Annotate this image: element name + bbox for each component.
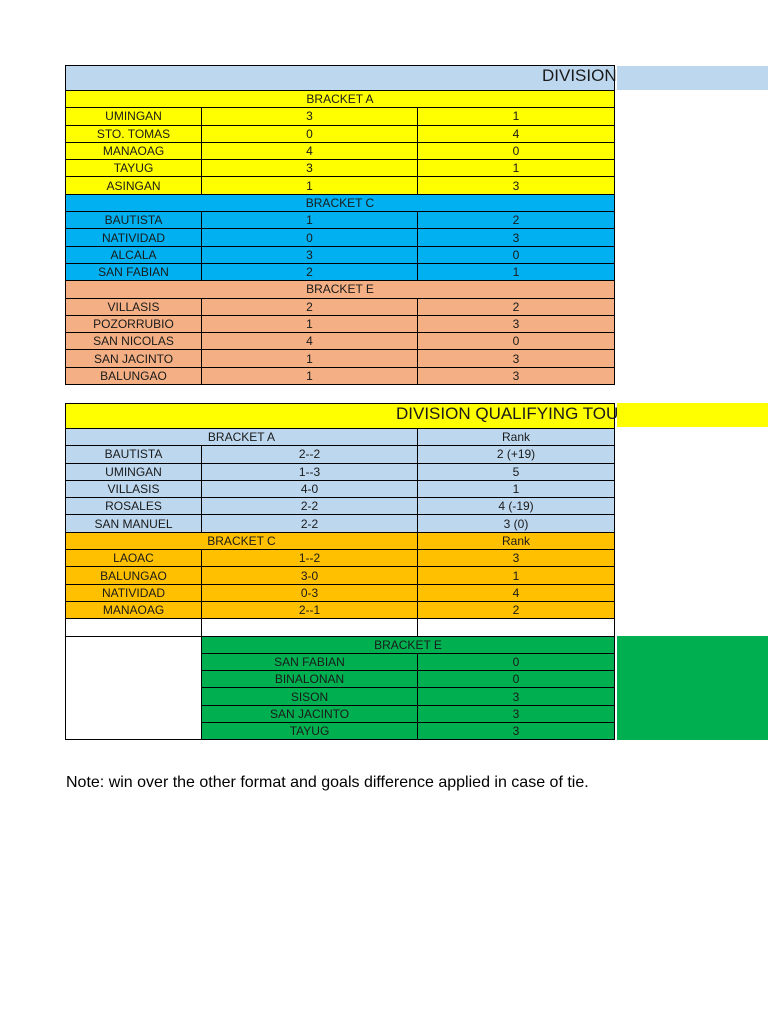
team-name: SAN FABIAN [202, 653, 418, 670]
bracket-label: BRACKET C [66, 194, 615, 211]
score-value: 2 [202, 263, 418, 280]
team-name: ALCALA [66, 246, 202, 263]
score-value: 3 [418, 229, 615, 246]
match-score: 2--2 [202, 446, 418, 463]
table-row [66, 298, 615, 315]
team-rank: 5 [418, 463, 615, 480]
team-name: STO. TOMAS [66, 125, 202, 142]
table-row [66, 446, 615, 463]
team-name: SISON [202, 688, 418, 705]
table-row [66, 498, 615, 515]
rank-header: Rank [418, 429, 615, 446]
team-name: LAOAC [66, 550, 202, 567]
table-row [66, 367, 615, 384]
bracket-header-row [66, 281, 615, 298]
bracket-label: BRACKET A [66, 91, 615, 108]
team-rank: 3 [418, 705, 615, 722]
table-row [66, 601, 615, 618]
bracket-header-row [66, 91, 615, 108]
table2-title: DIVISION QUALIFYING TOU [396, 404, 619, 423]
score-value: 1 [418, 108, 615, 125]
table2-title-row [66, 404, 615, 429]
team-rank: 1 [418, 480, 615, 497]
table-row [66, 212, 615, 229]
blank-cell [66, 619, 202, 636]
team-name: SAN MANUEL [66, 515, 202, 532]
match-score: 1--2 [202, 550, 418, 567]
score-value: 3 [202, 160, 418, 177]
bracket-header-row [66, 636, 615, 653]
team-rank: 0 [418, 671, 615, 688]
table-row [66, 108, 615, 125]
table-row [66, 567, 615, 584]
team-name: POZORRUBIO [66, 315, 202, 332]
score-value: 0 [418, 246, 615, 263]
score-value: 3 [418, 177, 615, 194]
team-name: ROSALES [66, 498, 202, 515]
bracket-header-row [66, 532, 615, 549]
bracket-label: BRACKET E [66, 281, 615, 298]
team-name: TAYUG [66, 160, 202, 177]
team-name: UMINGAN [66, 463, 202, 480]
table-row [66, 584, 615, 601]
bracket-header-row [66, 194, 615, 211]
match-score: 4-0 [202, 480, 418, 497]
match-score: 2-2 [202, 498, 418, 515]
team-name: VILLASIS [66, 480, 202, 497]
team-name: SAN NICOLAS [66, 333, 202, 350]
team-name: SAN FABIAN [66, 263, 202, 280]
match-score: 3-0 [202, 567, 418, 584]
team-name: SAN JACINTO [66, 350, 202, 367]
table-row [66, 315, 615, 332]
title-band-1 [617, 66, 768, 90]
score-value: 4 [202, 333, 418, 350]
team-name: BINALONAN [202, 671, 418, 688]
bracket-label: BRACKET E [202, 636, 615, 653]
team-rank: 0 [418, 653, 615, 670]
bracket-label: BRACKET C [66, 532, 418, 549]
score-value: 3 [202, 108, 418, 125]
team-name: NATIVIDAD [66, 584, 202, 601]
bracket-e-green-band [617, 636, 768, 740]
score-value: 3 [418, 350, 615, 367]
table-row [66, 263, 615, 280]
table-row [66, 229, 615, 246]
blank-cell [418, 619, 615, 636]
team-name: ASINGAN [66, 177, 202, 194]
team-rank: 2 [418, 601, 615, 618]
team-name: BALUNGAO [66, 567, 202, 584]
team-rank: 3 [418, 688, 615, 705]
score-value: 0 [202, 125, 418, 142]
table-row [66, 160, 615, 177]
bracket-label: BRACKET A [66, 429, 418, 446]
table-row [66, 333, 615, 350]
score-value: 1 [202, 212, 418, 229]
table-row [66, 246, 615, 263]
score-value: 1 [202, 315, 418, 332]
table-row [66, 177, 615, 194]
team-name: UMINGAN [66, 108, 202, 125]
score-value: 1 [202, 350, 418, 367]
blank-cell [202, 619, 418, 636]
match-score: 2--1 [202, 601, 418, 618]
empty-merged-cell [66, 636, 202, 740]
table-row [66, 463, 615, 480]
table-row [66, 515, 615, 532]
table2-title-cell [66, 404, 619, 429]
score-value: 4 [418, 125, 615, 142]
score-value: 3 [202, 246, 418, 263]
score-value: 0 [418, 142, 615, 159]
team-name: VILLASIS [66, 298, 202, 315]
team-rank: 4 (-19) [418, 498, 615, 515]
table1-title-row [66, 66, 615, 91]
score-value: 1 [202, 367, 418, 384]
score-value: 1 [418, 263, 615, 280]
team-rank: 2 (+19) [418, 446, 615, 463]
table1-title-cell [66, 66, 615, 91]
team-name: BAUTISTA [66, 446, 202, 463]
score-value: 1 [418, 160, 615, 177]
team-rank: 4 [418, 584, 615, 601]
team-rank: 1 [418, 567, 615, 584]
score-value: 2 [418, 298, 615, 315]
rank-header: Rank [418, 532, 615, 549]
score-value: 3 [418, 367, 615, 384]
table-row [66, 480, 615, 497]
table-row [66, 142, 615, 159]
team-name: NATIVIDAD [66, 229, 202, 246]
table-row [66, 350, 615, 367]
score-value: 4 [202, 142, 418, 159]
team-name: SAN JACINTO [202, 705, 418, 722]
match-score: 0-3 [202, 584, 418, 601]
table-row [66, 550, 615, 567]
table-row [66, 125, 615, 142]
team-name: MANAOAG [66, 601, 202, 618]
title-band-2 [617, 403, 768, 427]
score-value: 1 [202, 177, 418, 194]
team-name: MANAOAG [66, 142, 202, 159]
score-value: 3 [418, 315, 615, 332]
team-name: BAUTISTA [66, 212, 202, 229]
score-value: 0 [202, 229, 418, 246]
team-name: TAYUG [202, 723, 418, 740]
qualifying-tournament-table [65, 403, 619, 740]
match-score: 1--3 [202, 463, 418, 480]
score-value: 0 [418, 333, 615, 350]
team-rank: 3 [418, 550, 615, 567]
division-results-table [65, 65, 615, 385]
score-value: 2 [202, 298, 418, 315]
blank-row [66, 619, 615, 636]
team-rank: 3 (0) [418, 515, 615, 532]
tiebreak-note: Note: win over the other format and goals difference applied in case of tie. [66, 774, 589, 791]
table1-title: DIVISION [542, 66, 617, 85]
match-score: 2-2 [202, 515, 418, 532]
bracket-header-row [66, 429, 615, 446]
team-rank: 3 [418, 723, 615, 740]
team-name: BALUNGAO [66, 367, 202, 384]
score-value: 2 [418, 212, 615, 229]
